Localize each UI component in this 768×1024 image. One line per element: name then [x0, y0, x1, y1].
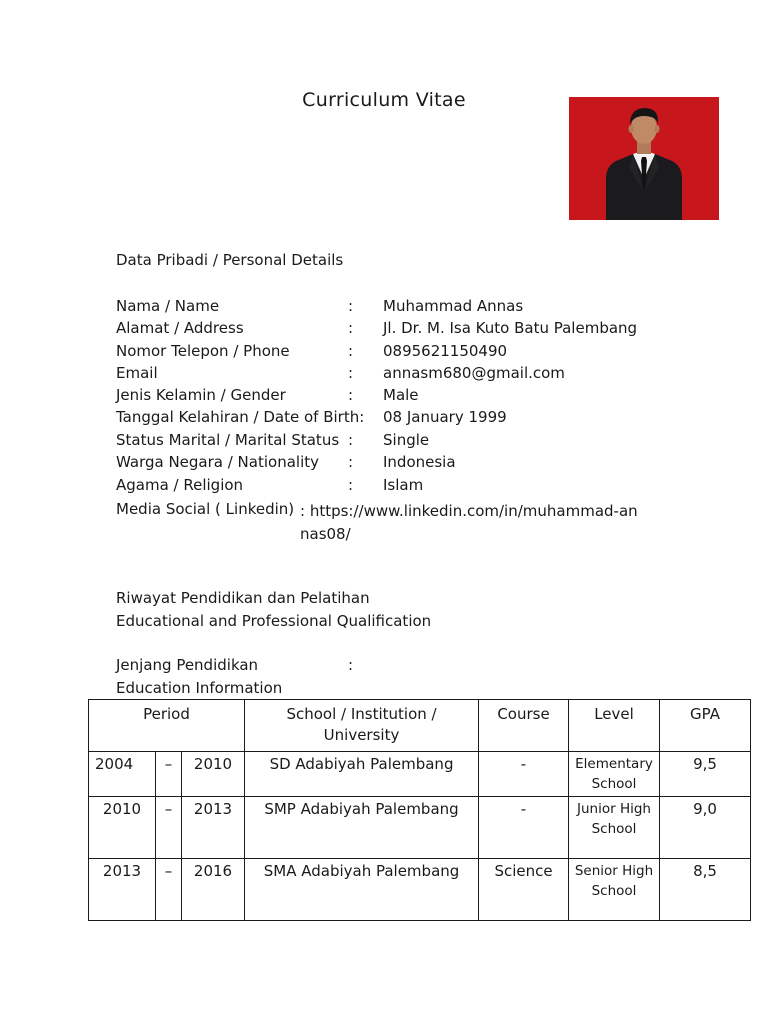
course-cell: Science	[479, 859, 569, 921]
table-row	[89, 752, 751, 797]
personal-details-heading: Data Pribadi / Personal Details	[116, 251, 344, 269]
start-year-cell: 2010	[89, 797, 156, 859]
header-period: Period	[89, 700, 245, 752]
detail-colon: :	[348, 386, 354, 404]
detail-label: Nomor Telepon / Phone	[116, 342, 290, 360]
detail-value: Jl. Dr. M. Isa Kuto Batu Palembang	[383, 319, 638, 337]
header-gpa: GPA	[660, 700, 751, 752]
detail-label: Alamat / Address	[116, 319, 244, 337]
end-year-cell: 2016	[182, 859, 245, 921]
education-table	[88, 699, 751, 921]
header-level: Level	[569, 700, 660, 752]
header-school: School / Institution / University	[245, 700, 479, 752]
education-level-colon: :	[348, 656, 354, 674]
table-row	[89, 797, 751, 859]
page-title: Curriculum Vitae	[302, 89, 466, 111]
course-cell: -	[479, 752, 569, 797]
start-year-cell: 2004	[89, 752, 156, 797]
detail-value: Islam	[383, 476, 424, 494]
detail-colon: :	[348, 297, 354, 315]
detail-value: Indonesia	[383, 453, 456, 471]
gpa-cell: 8,5	[660, 859, 751, 921]
end-year-cell: 2013	[182, 797, 245, 859]
detail-label: Email	[116, 364, 158, 382]
dash-cell: –	[156, 797, 182, 859]
table-header-row	[89, 700, 751, 752]
detail-value: Single	[383, 431, 430, 449]
detail-colon: :	[348, 476, 354, 494]
level-cell: Senior High School	[569, 859, 660, 921]
profile-photo	[569, 97, 719, 220]
detail-label: Status Marital / Marital Status	[116, 431, 340, 449]
detail-colon: :	[348, 342, 354, 360]
detail-label: Warga Negara / Nationality	[116, 453, 319, 471]
detail-label: Nama / Name	[116, 297, 220, 315]
detail-value: 0895621150490	[383, 342, 508, 360]
dash-cell: –	[156, 752, 182, 797]
education-info-label: Education Information	[116, 679, 283, 697]
detail-label: Tanggal Kelahiran / Date of Birth:	[116, 408, 365, 426]
start-year-cell: 2013	[89, 859, 156, 921]
end-year-cell: 2010	[182, 752, 245, 797]
detail-colon: :	[348, 364, 354, 382]
detail-value: Muhammad Annas	[383, 297, 524, 315]
header-course: Course	[479, 700, 569, 752]
detail-colon: :	[348, 319, 354, 337]
detail-value: 08 January 1999	[383, 408, 507, 426]
education-level-label: Jenjang Pendidikan	[116, 656, 259, 674]
school-cell: SMP Adabiyah Palembang	[245, 797, 479, 859]
course-cell: -	[479, 797, 569, 859]
detail-value[interactable]: annasm680@gmail.com	[383, 364, 565, 382]
social-media-label: Media Social ( Linkedin)	[116, 500, 295, 518]
school-cell: SMA Adabiyah Palembang	[245, 859, 479, 921]
dash-cell: –	[156, 859, 182, 921]
gpa-cell: 9,0	[660, 797, 751, 859]
detail-colon: :	[348, 431, 354, 449]
linkedin-url[interactable]: : https://www.linkedin.com/in/muhammad-annas08/	[300, 502, 638, 543]
gpa-cell: 9,5	[660, 752, 751, 797]
level-cell: Junior High School	[569, 797, 660, 859]
detail-colon: :	[348, 453, 354, 471]
detail-label: Jenis Kelamin / Gender	[116, 386, 286, 404]
person-portrait-icon	[569, 97, 719, 220]
education-heading-en: Educational and Professional Qualification	[116, 612, 432, 630]
detail-label: Agama / Religion	[116, 476, 244, 494]
education-heading-id: Riwayat Pendidikan dan Pelatihan	[116, 589, 370, 607]
school-cell: SD Adabiyah Palembang	[245, 752, 479, 797]
level-cell: Elementary School	[569, 752, 660, 797]
detail-value: Male	[383, 386, 419, 404]
table-row	[89, 859, 751, 921]
